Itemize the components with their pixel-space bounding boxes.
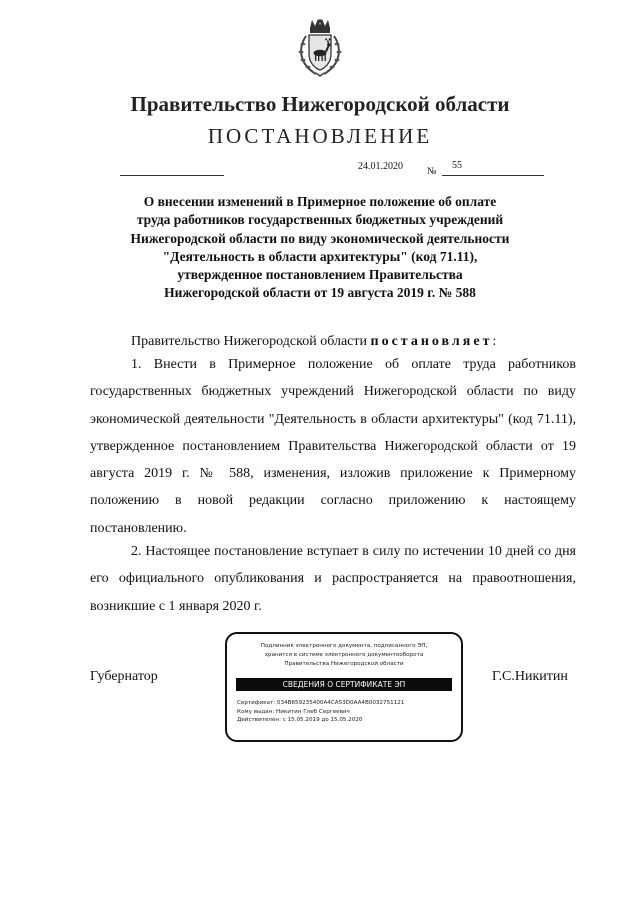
number-underline (442, 175, 544, 176)
stamp-line: хранится в системе электронного документооборота (264, 652, 424, 658)
document-type: ПОСТАНОВЛЕНИЕ (207, 124, 433, 148)
stamp-header (227, 642, 461, 669)
document-subject (90, 193, 550, 303)
signer-title: Губернатор (90, 669, 158, 684)
stamp-line: Правительства Нижегородской области (284, 661, 404, 667)
preamble-text: Правительство Нижегородской области (131, 334, 367, 349)
government-name: Правительство Нижегородской области (130, 92, 510, 116)
signer-name: Г.С.Никитин (492, 669, 568, 684)
certificate-banner: СВЕДЕНИЯ О СЕРТИФИКАТЕ ЭП (236, 678, 452, 691)
subject-line: Нижегородской области по виду экономической деятельности (130, 230, 510, 246)
certificate-serial: Сертификат: 034B659235400A4CA53D0AA4B0032751121 (237, 700, 405, 706)
subject-line: Нижегородской области от 19 августа 2019 г. № 588 (164, 285, 476, 301)
document-number: 55 (452, 160, 462, 171)
paragraph-2: 2. Настоящее постановление вступает в силу по истечении 10 дней со дня его официального опубликования и распространяется на правоотношения, возникшие с 1 января 2020 г. (90, 544, 576, 614)
e-signature-stamp (225, 632, 463, 742)
preamble (131, 332, 591, 352)
subject-line: утвержденное постановлением Правительства (177, 267, 463, 283)
document-date: 24.01.2020 (358, 161, 403, 172)
stamp-line: Подлинник электронного документа, подписанного ЭП, (260, 643, 428, 649)
certificate-validity: Действителен: с 15.05.2019 до 15.05.2020 (237, 717, 363, 724)
preamble-colon: : (492, 334, 497, 349)
certificate-owner: Кому выдан: Никитин Глеб Сергеевич (237, 708, 350, 715)
subject-line: "Деятельность в области архитектуры" (код 71.11), (162, 248, 478, 264)
subject-line: О внесении изменений в Примерное положение об оплате (143, 194, 497, 209)
number-sign: № (427, 166, 437, 177)
coat-of-arms-icon (296, 18, 344, 78)
date-underline (120, 175, 224, 176)
decree-word: постановляет (370, 334, 493, 349)
paragraph-1: 1. Внести в Примерное положение об оплате труда работников государственных бюджетных учреждений Нижегородской области по виду экономической деятельности "Деятельность в области архитектуры" (код 71.11), утвержденное постановлением Правительства Нижегородской области от 19 августа 2019 г. № 588, изменения, изложив приложение к Примерному положению в новой редакции согласно приложению к настоящему постановлению. (90, 357, 576, 536)
subject-line: труда работников государственных бюджетных учреждений (136, 212, 504, 228)
certificate-details (237, 699, 457, 725)
